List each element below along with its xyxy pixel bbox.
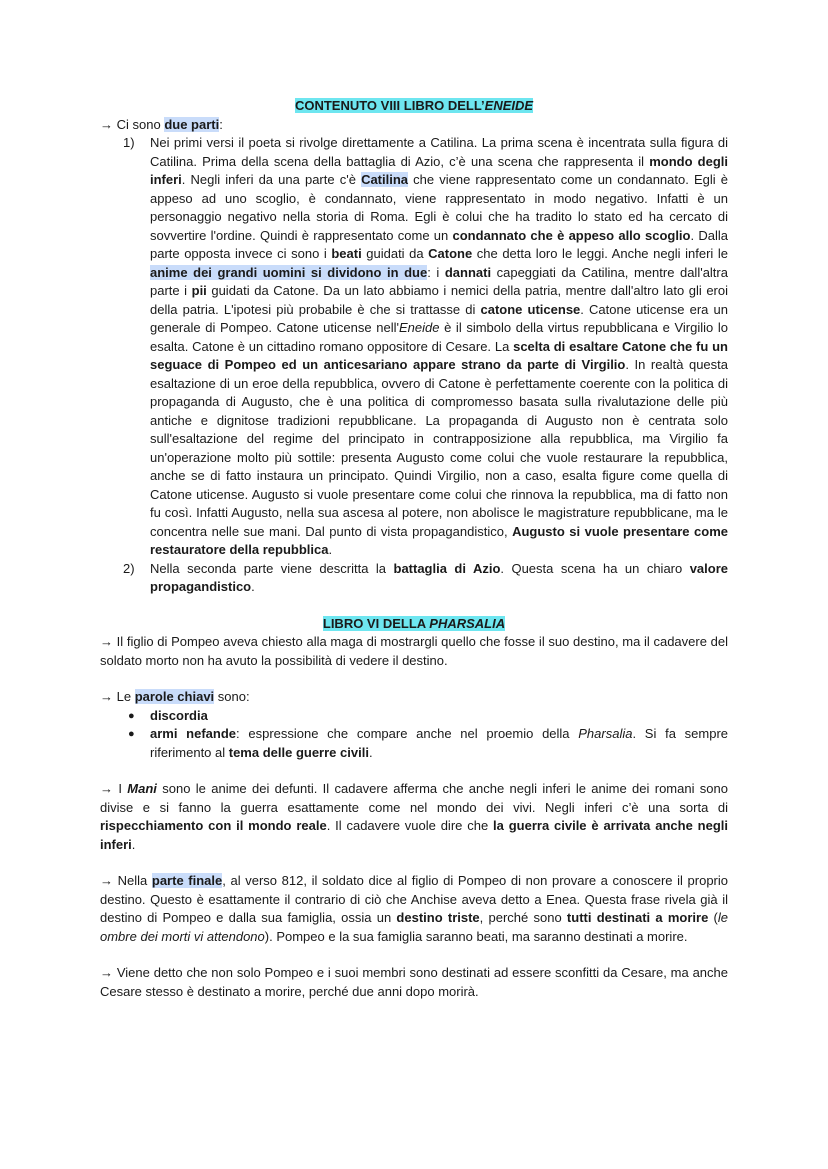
- bullet-item-discordia: [100, 707, 728, 726]
- bold-text: scelta di esaltare Catone che fu un seguace di Pompeo ed un anticesariano appare strano da parte di Virgilio: [150, 338, 728, 372]
- text: che detta loro le leggi. Anche negli inferi le: [472, 246, 728, 261]
- italic-text: Pharsalia: [578, 726, 633, 741]
- spacer: [100, 762, 728, 780]
- text: sono:: [214, 689, 250, 704]
- bold-italic-text: Mani: [127, 781, 157, 796]
- title-italic: ENEIDE: [484, 98, 534, 113]
- bullet-item-armi-nefande: [100, 725, 728, 762]
- bold-text: armi nefande: [150, 726, 237, 741]
- text: . Questa scena ha un chiaro: [500, 560, 690, 576]
- text: . Negli inferi da una parte c'è: [181, 172, 362, 187]
- highlight-parte-finale: parte finale: [151, 873, 223, 888]
- spacer: [100, 597, 728, 615]
- text: capeggiati da Catilina, mentre dall'altra parte i: [150, 264, 728, 298]
- section-title-pharsalia: [100, 615, 728, 634]
- text: (: [708, 910, 718, 925]
- text: . Si fa sempre riferimento al: [150, 726, 728, 760]
- numbered-list: [100, 134, 728, 597]
- paragraph-parte-finale: [100, 872, 728, 946]
- text: : espressione che compare anche nel proemio della: [236, 726, 579, 741]
- text: .: [368, 744, 373, 760]
- bold-text: mondo degli inferi: [150, 153, 728, 187]
- text: . Catone uticense era un generale di Pompeo. Catone uticense nell': [150, 301, 728, 335]
- text: .: [328, 542, 333, 557]
- list-number: 2): [123, 560, 135, 576]
- text: , perché sono: [479, 910, 567, 925]
- bold-text: Augusto si vuole presentare come restauratore della repubblica: [150, 523, 728, 557]
- text: . Il cadavere vuole dire che: [326, 818, 494, 833]
- text: . Dalla parte opposta invece ci sono i: [150, 227, 728, 261]
- intro-line: [100, 116, 728, 135]
- bold-text: valore propagandistico: [150, 560, 728, 594]
- title-highlight: [323, 616, 505, 631]
- bold-text: condannato che è appeso allo scoglio: [452, 227, 691, 243]
- text: .: [131, 836, 136, 852]
- paragraph-figlio-pompeo: → Il figlio di Pompeo aveva chiesto alla maga di mostrargli quello che fosse il suo destino, ma il cadavere del soldato morto non ha avuto la possibilità di vedere il destino.: [100, 634, 728, 668]
- text: è il simbolo della virtus repubblicana e Virgilio lo esalta. Catone è un cittadino romano oppositore di Cesare. La: [150, 320, 728, 354]
- bold-text: tema delle guerre civili: [228, 744, 369, 760]
- list-item-1: [100, 134, 728, 560]
- paragraph-mani: [100, 780, 728, 854]
- bold-text: catone uticense: [480, 301, 581, 317]
- title-text: CONTENUTO VIII LIBRO DELL’: [294, 98, 485, 113]
- text: , al verso 812, il soldato dice al figlio di Pompeo di non provare a conoscere il proprio destino. Questo è esattamente il contrario di ciò che Anchise aveva detto a Enea. Questa frase rivela già il destino di Pompeo e dalla sua famiglia, ossia un: [100, 873, 729, 925]
- title-italic: PHARSALIA: [429, 615, 506, 631]
- intro-text: → Ci sono: [100, 116, 165, 132]
- bold-text: pii: [191, 283, 207, 298]
- highlight-parole-chiavi: parole chiavi: [134, 689, 215, 704]
- bullet-icon: ●: [128, 709, 135, 722]
- text: guidati da Catone. Da un lato abbiamo i nemici della patria, mentre dall'altro lato gli eroi della patria. L'ipotesi più probabile è che si trattasse di: [150, 283, 728, 317]
- text: . In realtà questa esaltazione di un eroe della repubblica, ovvero di Catone è perfettamente coerente con la politica di propaganda di Augusto, che è una politica di compromesso basata sulla rivalutazione delle più antiche e dignitose tradizioni repubblicane. La propaganda di Augusto non è centrata solo sull'esaltazione del regime del principato in contrapposizione alla repubblica, ma Virgilio fa un'operazione molto più sottile: presenta Augusto come colui che vuole restaurare la repubblica, anche se di fatto instaura un principato. Quindi Virgilio, non a caso, esalta figure come quella di Catone uticense. Augusto si vuole presentare come colui che rinnova la repubblica, ma di fatto non fu così. Infatti Augusto, nella sua ascesa al potere, non abolisce le magistrature repubblicane, ma le concentra nelle sue mani. Dal punto di vista propagandistico,: [150, 357, 728, 539]
- bold-text: la guerra civile è arrivata anche negli inferi: [100, 818, 728, 852]
- bold-text: tutti destinati a morire: [566, 910, 709, 925]
- highlight-anime: anime dei grandi uomini si dividono in due: [150, 264, 428, 280]
- text: → I: [100, 781, 128, 796]
- bold-text: Catone: [428, 246, 473, 261]
- text: Nei primi versi il poeta si rivolge direttamente a Catilina. La prima scena è incentrata sulla figura di Catilina. Prima della scena della battaglia di Azio, c’è una scena che rappresenta il: [150, 135, 728, 169]
- document-page: [100, 97, 728, 1001]
- section-title-eneide: [100, 97, 728, 116]
- italic-text: le ombre dei morti vi attendono: [100, 910, 728, 944]
- bold-text: rispecchiamento con il mondo reale: [100, 818, 327, 833]
- bold-text: battaglia di Azio: [393, 560, 501, 576]
- bold-text: beati: [331, 246, 362, 261]
- bold-text: destino triste: [396, 910, 480, 925]
- text: ). Pompeo e la sua famiglia saranno beati, ma saranno destinati a morire.: [264, 928, 688, 944]
- text: : i: [427, 264, 445, 280]
- highlight-catilina: Catilina: [361, 172, 409, 187]
- text: Nella seconda parte viene descritta la: [150, 560, 394, 576]
- title-highlight: [295, 98, 533, 113]
- list-item-2: [100, 560, 728, 597]
- title-text: LIBRO VI DELLA: [322, 615, 430, 631]
- text: che viene rappresentato come un condannato. Egli è appeso ad uno scoglio, è condannato, viene rappresentato in modo negativo. Infatti è un personaggio negativo nella storia di Roma. Egli è colui che ha tradito lo stato ed ha cercato di sovvertire l'ordine. Quindi è rappresentato come un: [150, 172, 728, 243]
- spacer: [100, 946, 728, 964]
- spacer: [100, 670, 728, 688]
- paragraph-cesare: → Viene detto che non solo Pompeo e i suoi membri sono destinati ad essere sconfitti da Cesare, ma anche Cesare stesso è destinato a morire, perché due anni dopo morirà.: [100, 965, 728, 999]
- list-number: 1): [123, 135, 135, 150]
- spacer: [100, 854, 728, 872]
- bullet-list: [100, 707, 728, 763]
- intro-colon: :: [219, 116, 223, 132]
- bold-text: dannati: [444, 264, 492, 280]
- bullet-icon: ●: [128, 728, 135, 740]
- text: guidati da: [361, 246, 429, 261]
- italic-text: Eneide: [398, 320, 440, 335]
- highlight-due-parti: due parti: [164, 116, 220, 132]
- keywords-intro: [100, 688, 728, 707]
- text: → Le: [100, 689, 135, 704]
- text: → Nella: [100, 873, 152, 888]
- text: .: [251, 579, 255, 594]
- bold-text: discordia: [150, 707, 208, 723]
- text: sono le anime dei defunti. Il cadavere afferma che anche negli inferi le anime dei romani sono divise e si fanno la guerra esattamente come nel mondo dei vivi. Negli inferi c’è una sorta di: [100, 781, 728, 815]
